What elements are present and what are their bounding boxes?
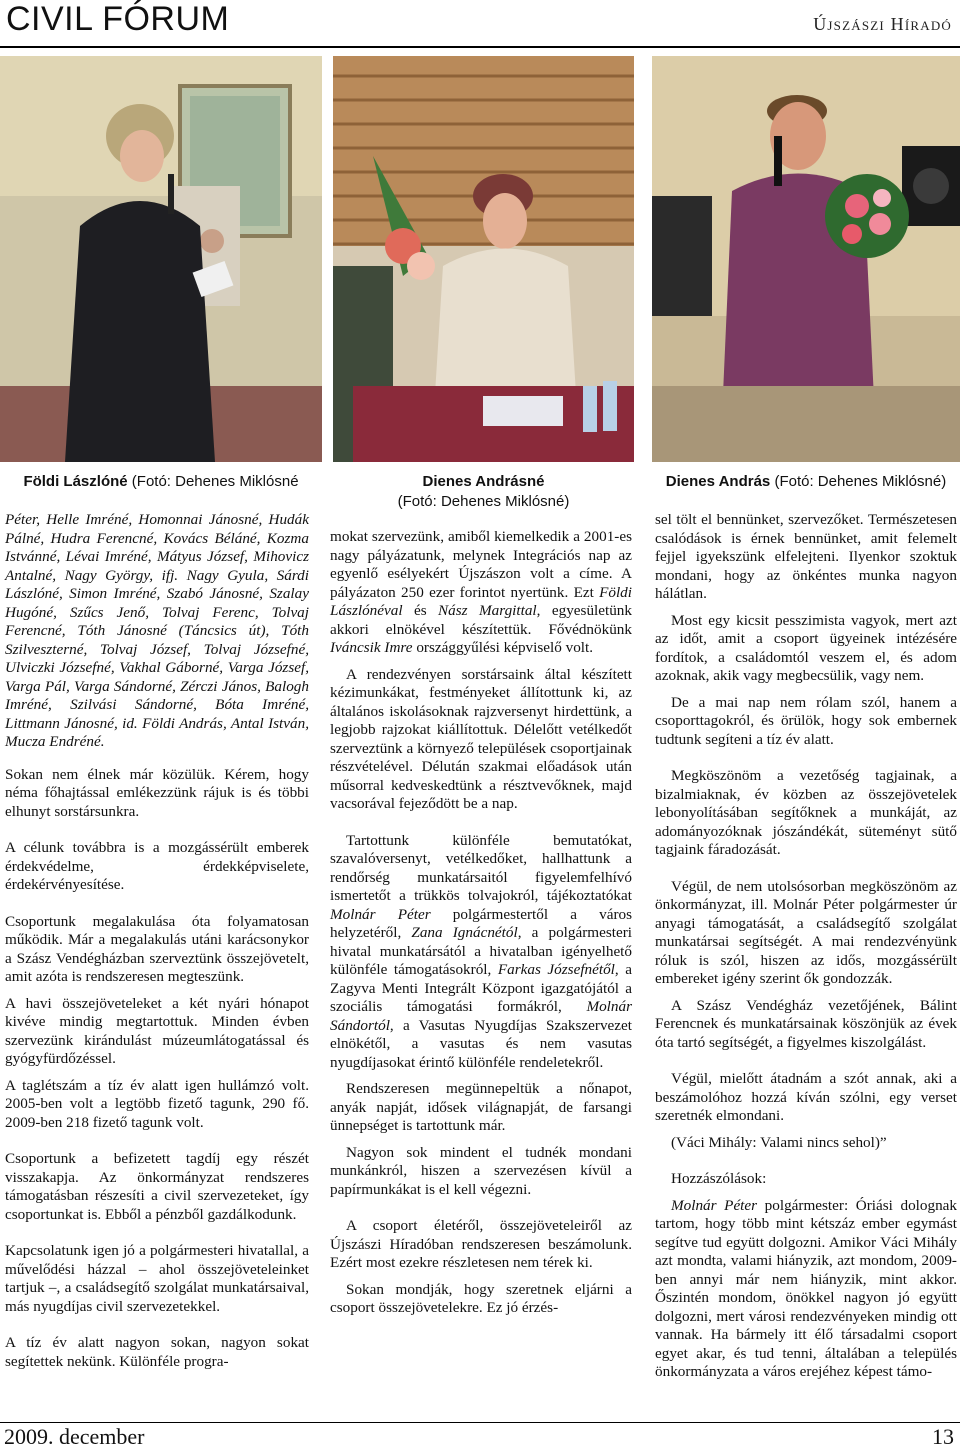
paragraph: Csoportunk a befizetett tagdíj egy részét visszakapja. Az önkormányzat rendszeres támogatásban részesíti a civil szervezeteket, így csoportunkat is. Ebből a pénzből gazdálkodunk. (5, 1150, 309, 1223)
paragraph: Sokan nem élnek már közülük. Kérem, hogy néma főhajtással emlékezzünk rájuk is és többi elhunyt sorstársunkra. (5, 765, 309, 820)
page-number: 13 (932, 1424, 954, 1449)
paragraph: Molnár Péter polgármester: Óriási dolognak tartom, hogy több mint kétszáz ember egymást segítve tud együtt dolgozni. Amikor Váci Mihály azt mondta, valami hiányzik, azt mondom, 2009-ben annyi már nem hiányzik, mint akkor. Őszintén mondom, önökkel nagyon jó együtt dolgozni, mert városi rendezvényeken mindig ott vannak. Ha bármely itt élő társadalmi csoport egyet akar, és tud tenni, általában a település önkormányzata a város erejéhez képest támo- (655, 1196, 958, 1380)
article-column-2 (330, 528, 632, 1326)
masthead: Újszászi Híradó (813, 14, 952, 34)
photo-foldi-laszlone (0, 56, 322, 462)
article-column-1 (5, 511, 309, 1379)
paragraph: A csoport életéről, összejöveteleiről az Újszászi Híradóban rendszeresen beszámolunk. Ezért most ezekre részletesen nem térek ki. (330, 1217, 632, 1271)
caption-photo-2 (333, 472, 634, 512)
article-column-3 (655, 511, 957, 1390)
issue-date: 2009. december (4, 1424, 145, 1449)
paragraph: Kapcsolatunk igen jó a polgármesteri hivatallal, a művelődési házzal – ahol összejöveteleinket tartjuk –, a családsegítő szolgálat munkatársaival, más nyugdíjas civil szervezetekkel. (5, 1242, 309, 1315)
paragraph: Végül, mielőtt átadnám a szót annak, aki a beszámolóhoz hozzá kíván szólni, egy verset szeretnék elmondani. (655, 1070, 957, 1124)
caption-photo-2-name: Dienes Andrásné (422, 473, 545, 490)
paragraph: Tartottunk különféle bemutatókat, szavalóversenyt, vetélkedőket, hallhattunk a rendőrség munkatársaitól figyelemfelhívó ismertetőt a trükkös tolvajokról, tájékoztatókat Molnár Péter polgármestertől a város helyzetéről, Zana Ignácnétól, a polgármesteri hivatal munkatársától a hivatalban igényelhető különféle támogatásokról, Farkas Józsefnétől, a Zagyva Menti Integrált Központ igazgatójától a szociális támogatási formákról, Molnár Sándortól, a Vasutas Nyugdíjas Szakszervezet elnökétől, a vasutas és nem vasutas nyugdíjasokat érintő különféle rendeletekről. (330, 831, 633, 1071)
paragraph: sel tölt el bennünket, szervezőket. Természetesen csalódások is érnek bennünket, amit felemelt fejjel igyekszünk elfelejteni. Ilyenkor szoktuk mondani, hogy az önkéntes munka nagyon hálátlan. (655, 511, 957, 602)
paragraph: A célunk továbbra is a mozgássérült emberek érdekvédelme, érdekképviselete, érdekérvényesítése. (5, 839, 309, 893)
header-rule (0, 46, 960, 48)
page-header (0, 0, 960, 50)
paragraph: mokat szervezünk, amiből kiemelkedik a 2001-es nagy pályázatunk, melynek Integrációs nap az egyenlő esélyekért Újszászon volt a címe. A pályázaton 250 ezer forintot nyertünk. Ezt Földi Lászlónéval és Nász Margittal, egyesületünk akkori elnökével készítettük. Fővédnökünk Iváncsik Imre országgyűlési képviselő volt. (330, 528, 632, 656)
paragraph: Rendszeresen megünnepeltük a nőnapot, anyák napját, idősek világnapját, de farsangi ünnepséget is tartottunk már. (330, 1080, 632, 1134)
caption-photo-1-credit: (Fotó: Dehenes Miklósné (127, 473, 299, 490)
caption-photo-1-name: Földi Lászlóné (23, 473, 128, 490)
paragraph: Sokan mondják, hogy szeretnek eljárni a csoport összejövetelekre. Ez jó érzés- (330, 1280, 632, 1316)
paragraph: A havi összejöveteleket a két nyári hónapot kivéve mindig megtartottuk. Minden évben szervezünk kirándulást múzeumlátogatással és gyógyfürdőzéssel. (5, 994, 309, 1067)
section-title: CIVIL FÓRUM (6, 0, 230, 38)
caption-photo-3-credit: (Fotó: Dehenes Miklósné) (770, 473, 947, 490)
paragraph: De a mai nap nem rólam szól, hanem a csoporttagokról, és örülök, hogy sok embernek tudtunk segíteni a tíz év alatt. (655, 693, 957, 748)
paragraph: A tíz év alatt nagyon sokan, nagyon sokat segítettek nekünk. Különféle progra- (5, 1334, 309, 1370)
paragraph: A rendezvényen sorstársaink által készített kézimunkákat, festményeket állítottunk ki, az általános iskolásoknak rajzversenyt hirdettünk, a legjobb rajzokat kiállítottuk. Délelőtt vetélkedőt szerveztünk a környező települések csoportjainak részvételével. Délután szakmai előadások után műsorral kedveskedtünk a résztvevőknek, majd vacsorával fejeződött be a nap. (330, 665, 632, 812)
paragraph: Végül, de nem utolsósorban megköszönöm az önkormányzat, ill. Molnár Péter polgármester úr anyagi támogatását, a családsegítő szolgálat munkatársai segítségét. A mai rendezvényünk róluk is szól, hiszen az idős, mozgássérült embereket igény szerint ők gondozzák. (655, 877, 957, 987)
comments-heading: Hozzászólások: (671, 1170, 767, 1187)
caption-photo-3-name: Dienes András (665, 473, 771, 490)
footer-rule (0, 1422, 960, 1423)
caption-photo-1 (0, 472, 322, 492)
caption-photo-2-credit: (Fotó: Dehenes Miklósné) (397, 493, 570, 510)
poem-citation: (Váci Mihály: Valami nincs sehol)” (671, 1133, 887, 1151)
paragraph: Nagyon sok mindent el tudnék mondani munkánkról, hiszen a szervezésen kívül a papírmunkákat is el kell végezni. (330, 1143, 632, 1198)
paragraph: A taglétszám a tíz év alatt igen hullámzó volt. 2005-ben volt a legtöbb fizető tagunk, 290 fő. 2009-ben 218 fizető tagunk volt. (5, 1076, 309, 1131)
paragraph: Csoportunk megalakulása óta folyamatosan működik. Már a megalakulás utáni karácsonykor a Szász Vendégházban szerveztünk összejövetelt, amit azóta is rendszeresen megteszünk. (5, 912, 309, 985)
caption-photo-3 (652, 472, 960, 492)
photo-dienes-andras (652, 56, 960, 462)
paragraph: A Szász Vendégház vezetőjének, Bálint Ferencnek és munkatársainak köszönjük az évek óta tartó segítségét, a figyelmes kiszolgálást. (655, 996, 957, 1051)
paragraph: Most egy kicsit pesszimista vagyok, mert azt az időt, amit a csoport ügyeinek intézésére fordítok, a családomtól veszem el, és adom azoknak, akik vagy megbecsülik, vagy nem. (655, 611, 957, 684)
photo-dienes-andrasne (333, 56, 634, 462)
paragraph: Megköszönöm a vezetőség tagjainak, a bizalmiaknak, év közben az összejövetelek lebonyolításában segítőknek a munkáját, az adományozóknak jószándékát, süteményt sütő tagjaink fáradozását. (655, 767, 957, 858)
member-list: Péter, Helle Imréné, Homonnai Jánosné, Hudák Pálné, Hudra Ferencné, Kovács Béláné, Kozma Istvánné, Lévai Imréné, Mátyus József, Mihovicz Antalné, Nagy György, ifj. Nagy Gyula, Sárdi Lászlóné, Simon Imréné, Szabó Jánosné, Szalay Hugóné, Szűcs Jenő, Tolvaj Ferenc, Tolvaj Ferencné, Tóth Jánosné (Táncsics út), Tóth Szilveszterné, Tolvaj József, Tolvaj Józsefné, Ulviczki Józsefné, Vakhal Gáborné, Varga József, Varga Pál, Varga Sándorné, Zérczi János, Balogh Imréné, Szilvási Sándorné, Bóta Imréné, Littmann Jánosné, id. Földi András, Antal István, Mucza Endréné. (5, 511, 309, 750)
